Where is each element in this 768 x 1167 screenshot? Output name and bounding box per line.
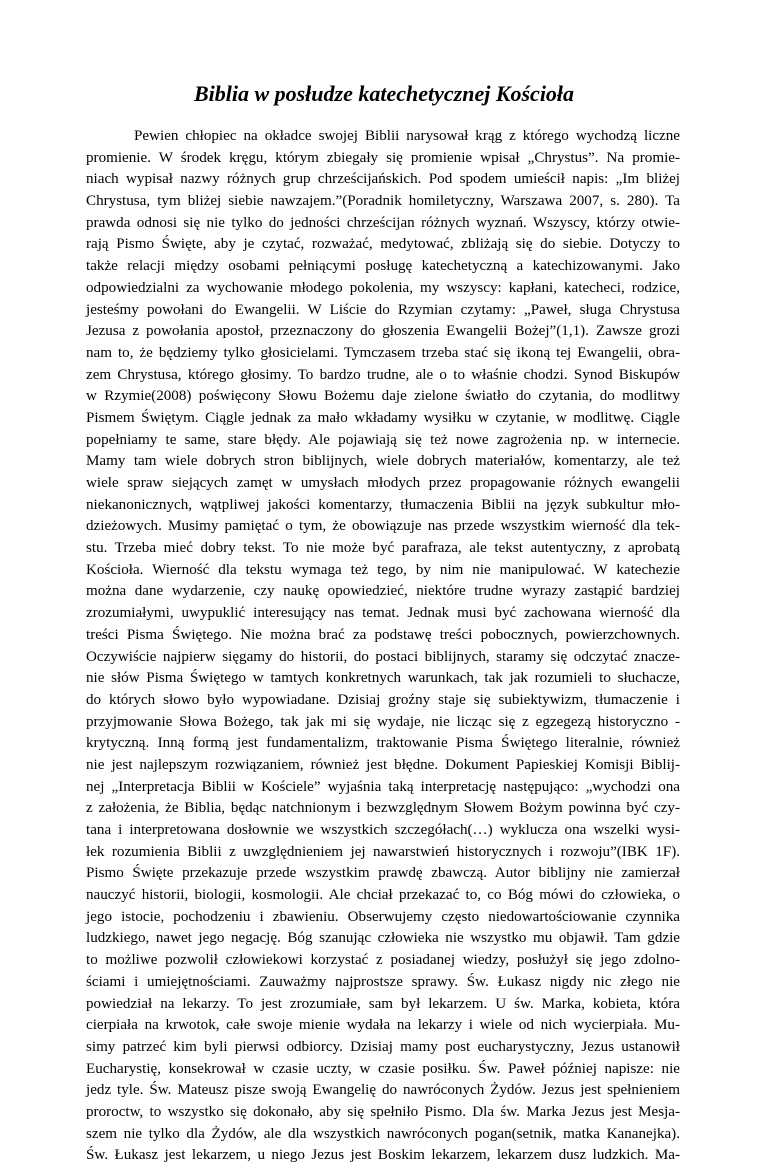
text-line: nej „Interpretacja Biblii w Kościele” wyjaśnia taką interpretację następująco: „wychodzi ona <box>86 778 680 795</box>
text-line: Oczywiście najpierw sięgamy do historii, do postaci biblijnych, staramy się odczytać znacze- <box>86 648 680 665</box>
text-line: simy patrzeć kim byli pierwsi odbiorcy. Dzisiaj mamy post eucharystyczny, Jezus ustanowił <box>86 1038 680 1055</box>
text-line: Mamy tam wiele dobrych stron biblijnych, wiele dobrych materiałów, komentarzy, ale też <box>86 453 680 470</box>
text-line: do których słowo było wypowiadane. Dzisiaj groźny staje się subiektywizm, tłumaczenie i <box>86 691 680 708</box>
text-line: jesteśmy powołani do Ewangelii. W Liście do Rzymian czytamy: „Paweł, sługa Chrystusa <box>86 301 680 318</box>
text-line: powiedział na lekarzy. To jest zrozumiałe, sam był lekarzem. U św. Marka, kobieta, która <box>86 995 680 1012</box>
text-line: Kościoła. Wierność dla tekstu wymaga też tego, by nim nie manipulować. W katechezie <box>86 561 680 578</box>
text-line: prawda odnosi się nie tylko do jedności chrześcijan różnych wyznań. Wszyscy, którzy otwie- <box>86 214 680 231</box>
document-title: Biblia w posłudze katechetycznej Kościoła <box>193 81 575 106</box>
text-line: można dane wydarzenie, czy naukę opowiedzieć, niektóre trudne wyrazy zastąpić bardziej <box>86 583 680 600</box>
text-line: niach wypisał nazwy różnych grup chrześcijańskich. Pod spodem umieścił napis: „Im bliżej <box>86 171 680 188</box>
text-line: krytyczną. Inną formą jest fundamentalizm, traktowanie Pisma Świętego literalnie, również <box>86 735 680 752</box>
text-line: także relacji między osobami pełniącymi posługę katechetyczną a katechizowanymi. Jako <box>86 258 680 275</box>
text-line: w Rzymie(2008) poświęcony Słowu Bożemu daje zielone światło do czytania, do modlitwy <box>86 388 680 405</box>
text-line: stu. Trzeba mieć dobry tekst. To nie może być parafraza, ale tekst autentyczny, z aprobatą <box>86 540 680 557</box>
text-line: Jezusa z powołania apostoł, przeznaczony do głoszenia Ewangelii Bożej”(1,1). Zawsze grozi <box>86 323 680 340</box>
text-line: proroctw, to wszystko się dokonało, aby się spełniło Pismo. Dla św. Marka Jezus jest Mesja- <box>86 1103 680 1120</box>
text-line: nie słów Pisma Świętego w tamtych konkretnych warunkach, tak jak rozumieli to słuchacze, <box>86 670 680 687</box>
text-line: tana i interpretowana dosłownie we wszystkich szczegółach(…) wyklucza ona wszelki wysi- <box>86 822 680 838</box>
document-body <box>86 126 680 1167</box>
text-line: łek rozumienia Biblii z uwzględnieniem jej nawarstwień historycznych i rozwoju”(IBK 1F). <box>86 843 680 860</box>
text-line: niekanonicznych, wątpliwej jakości komentarzy, tłumaczenia Biblii na język subkultur mło- <box>86 496 680 513</box>
text-line: ściami i umiejętnościami. Zauważmy najprostsze sprawy. Św. Łukasz nigdy nic złego nie <box>86 973 680 990</box>
text-line: odpowiedzialni za wychowanie młodego pokolenia, my wszyscy: kapłani, katecheci, rodzice, <box>86 279 680 296</box>
text-line: popełniamy te same, stare błędy. Ale pojawiają się też nowe zagrożenia np. w internecie. <box>86 431 680 448</box>
text-line: przyjmowanie Słowa Bożego, tak jak mi się wydaje, nie licząc się z egzegezą historyczno - <box>86 713 680 730</box>
text-line: szem nie tylko dla Żydów, ale dla wszystkich nawróconych pogan(setnik, matka Kananejka). <box>86 1125 680 1142</box>
text-line: wiele spraw siejących zamęt w umysłach młodych przez propagowanie różnych ewangelii <box>86 475 680 491</box>
text-line: z założenia, że Biblia, będąc natchnionym i bezwzględnym Słowem Bożym powinna być czy- <box>86 800 680 817</box>
text-line: Pismo Święte przekazuje przede wszystkim prawdę zbawczą. Autor biblijny nie zamierzał <box>86 865 680 882</box>
text-line: Pewien chłopiec na okładce swojej Biblii narysował krąg z którego wychodzą liczne <box>134 128 680 144</box>
text-line: rają Pismo Święte, aby je czytać, rozważać, medytować, zbliżają się do siebie. Dotyczy to <box>86 236 680 253</box>
text-line: Eucharystię, konsekrował w czasie uczty, w czasie posiłku. Św. Paweł później napisze: nie <box>86 1060 680 1077</box>
text-line: treści Pisma Świętego. Nie można brać za podstawę treści pobocznych, powierzchownych. <box>86 626 680 643</box>
text-line: nauczyć historii, biologii, kosmologii. Ale chciał przekazać to, co Bóg mówi do człowieka, o <box>86 887 680 904</box>
text-line: Chrystusa, tym bliżej siebie nawzajem.”(Poradnik homiletyczny, Warszawa 2007, s. 280). Ta <box>86 193 680 210</box>
text-line: nam to, że będziemy tylko głosicielami. Tymczasem trzeba stać się ikoną tej Ewangelii, obra- <box>86 344 680 361</box>
text-line: cierpiała na krwotok, całe swoje mienie wydała na lekarzy i wiele od nich wycierpiała. Mu- <box>86 1017 680 1034</box>
text-line: Św. Łukasz jest lekarzem, u niego Jezus jest Boskim lekarzem, lekarzem dusz ludzkich. Ma- <box>86 1147 680 1164</box>
text-line: promienie. W środek kręgu, którym zbiegały się promienie wpisał „Chrystus”. Na promie- <box>86 149 680 166</box>
text-line: zrozumiałymi, uwypuklić interesujący nas temat. Jednak musi być zachowana wierność dla <box>86 605 680 622</box>
text-line: zem Chrystusa, którego głosimy. To bardzo trudne, ale o to właśnie chodzi. Synod Biskupów <box>86 366 680 383</box>
text-line: jego istocie, pochodzeniu i zbawieniu. Obserwujemy często niedowartościowanie czynnika <box>86 908 680 925</box>
text-line: nie jest najlepszym rozwiązaniem, również jest błędne. Dokument Papieskiej Komisji Biblij- <box>86 756 680 773</box>
text-line: to możliwe pozwolił człowiekowi korzystać z posiadanej wiedzy, posłużył się jego zdolno- <box>86 952 680 969</box>
text-line: jedz tyle. Św. Mateusz pisze swoją Ewangelię do nawróconych Żydów. Jezus jest spełnieniem <box>86 1082 680 1099</box>
text-line: ludzkiego, nawet jego negację. Bóg szanując człowieka nie wszystko mu objawił. Tam gdzie <box>86 930 680 947</box>
text-line: dzieżowych. Musimy pamiętać o tym, że obowiązuje nas przede wszystkim wierność dla tek- <box>86 518 680 535</box>
text-line: Pismem Świętym. Ciągle jednak za mało wkładamy wysiłku w czytanie, w modlitwę. Ciągle <box>86 409 680 426</box>
